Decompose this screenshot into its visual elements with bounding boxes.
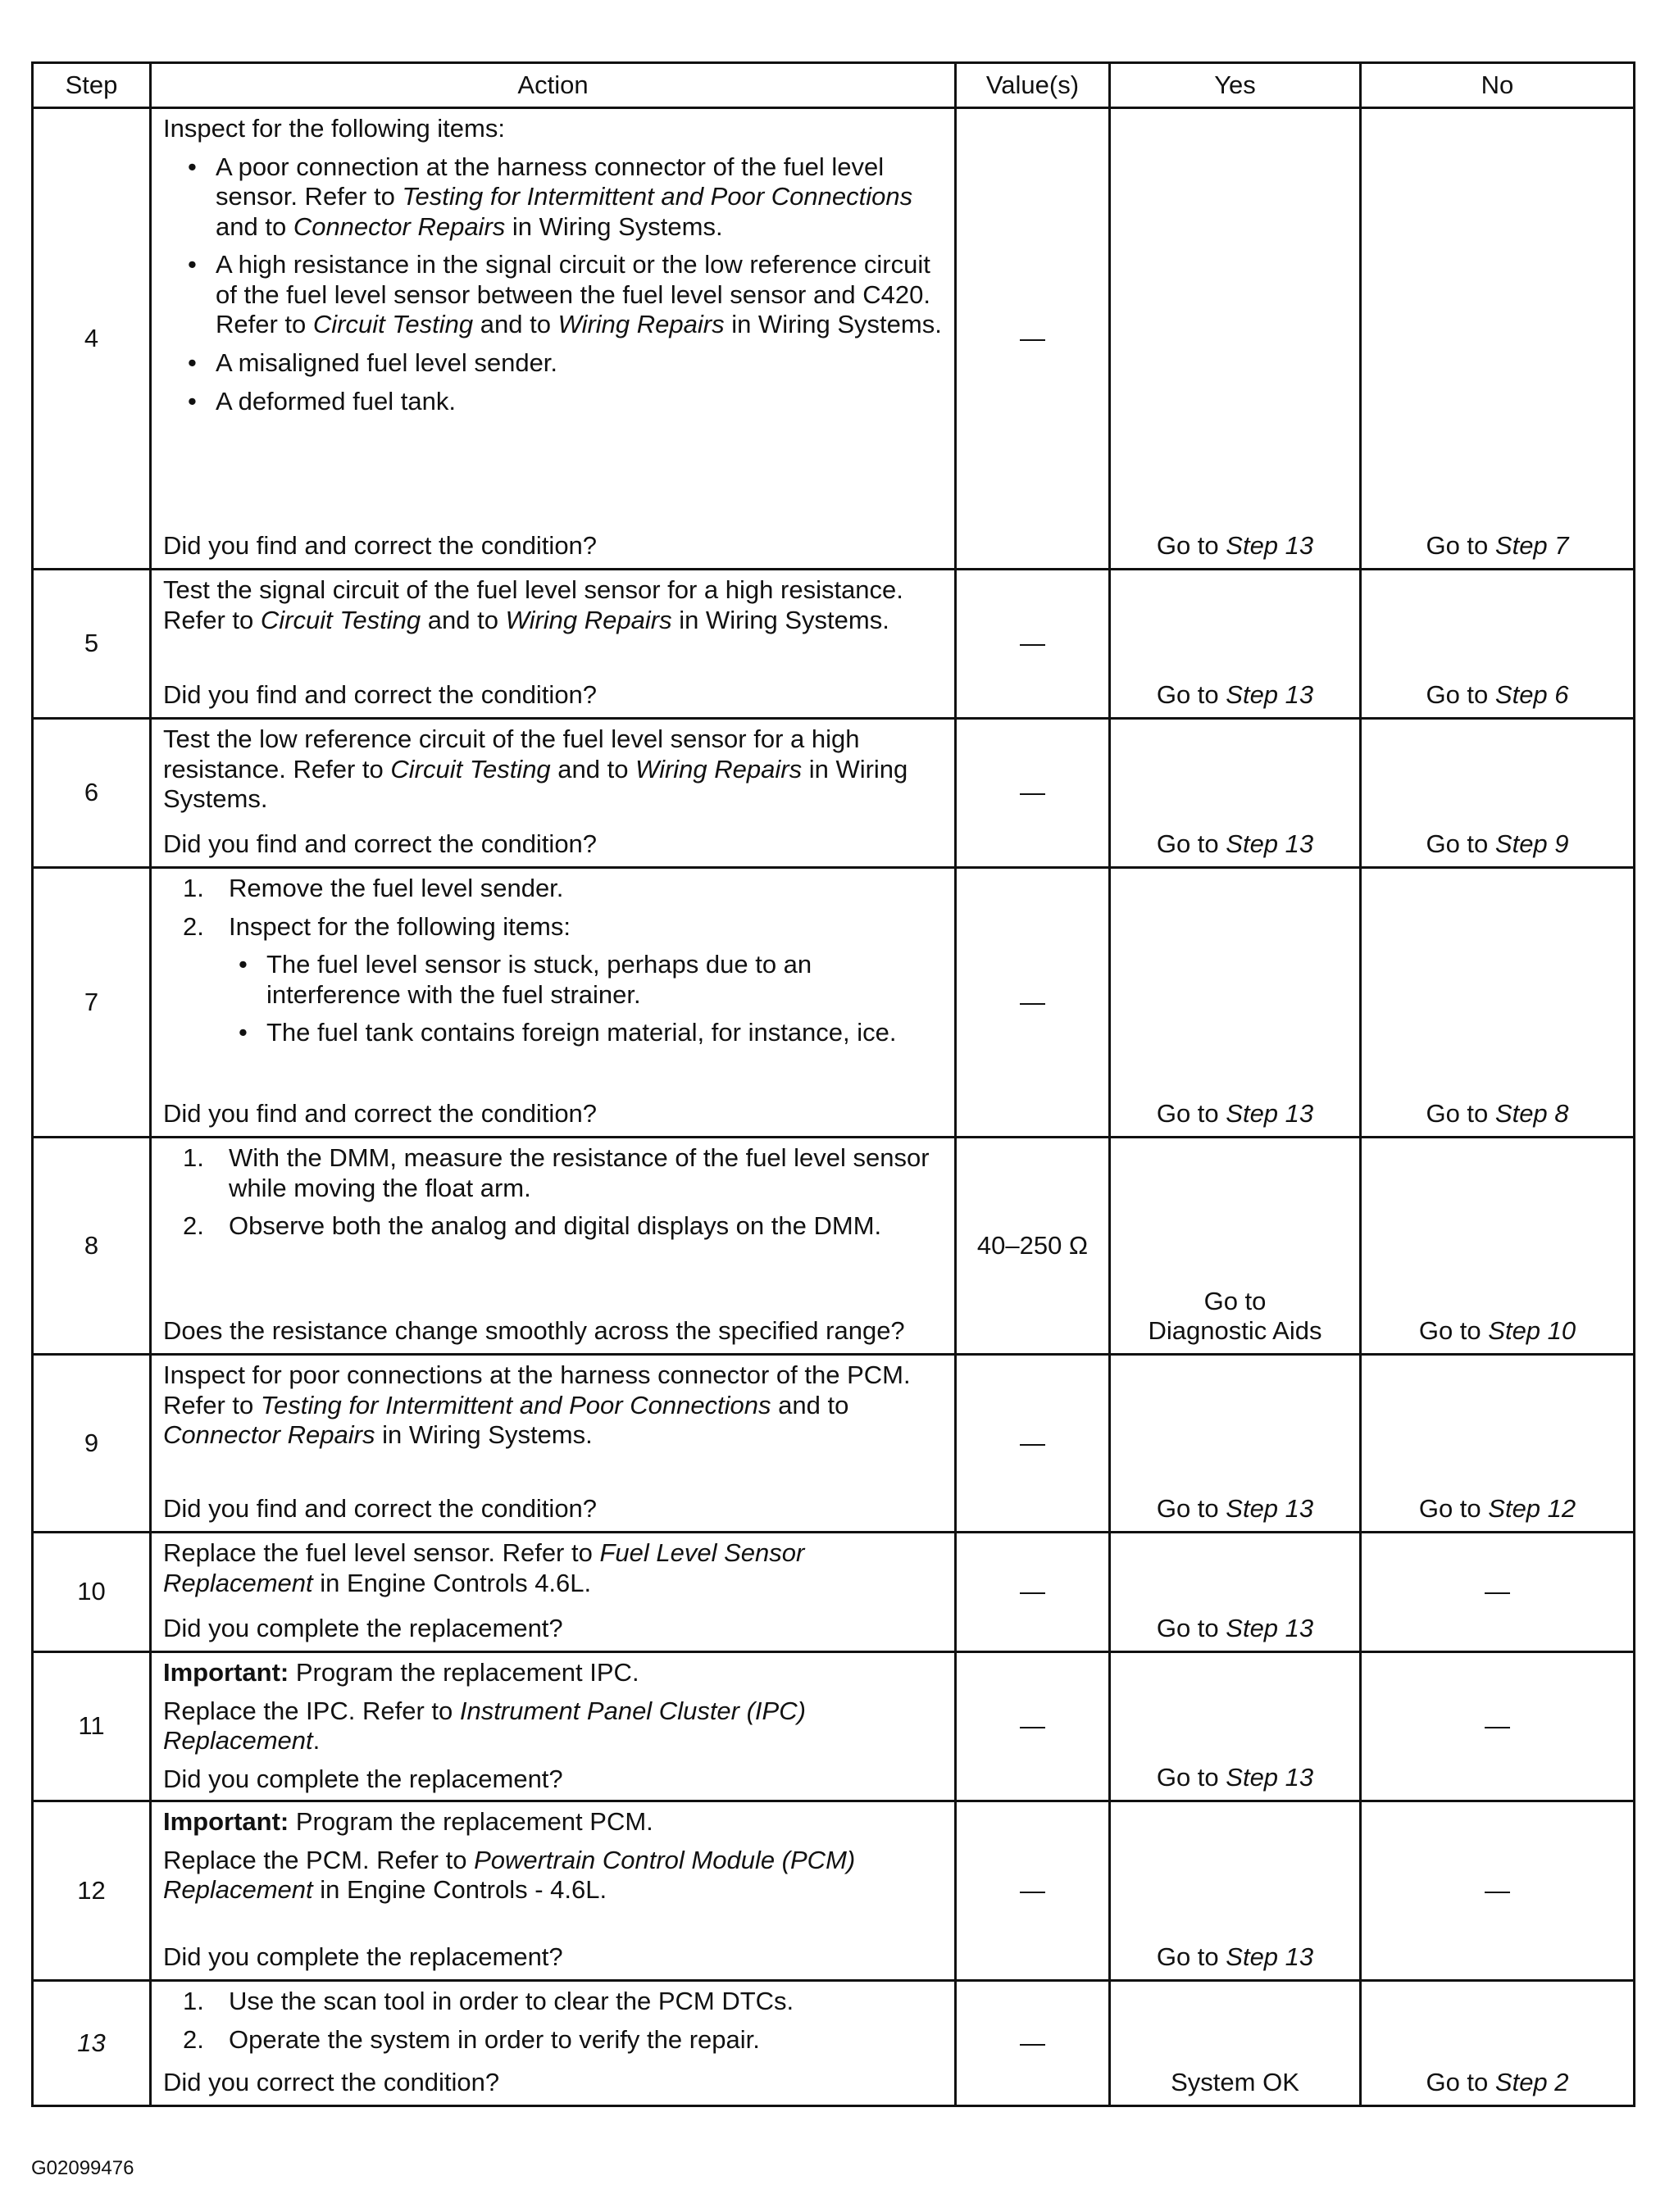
important-note: Important: Program the replacement IPC.	[163, 1658, 639, 1687]
header-step: Step	[33, 63, 151, 108]
action-question: Did you find and correct the condition?	[163, 1494, 598, 1524]
step-number: 11	[33, 1652, 151, 1801]
numbered-item: 1. With the DMM, measure the resistance of the fuel level sensor while moving the float arm.	[183, 1143, 930, 1202]
value-cell: —	[956, 1801, 1110, 1981]
action-text: Test the signal circuit of the fuel level sensor for a high resistance. Refer to Circuit Testing and to Wiring Repairs in Wiring Systems.	[163, 575, 903, 634]
action-cell	[151, 570, 956, 719]
action-cell	[151, 1533, 956, 1652]
sub-bullet-item: • The fuel tank contains foreign material, for instance, ice.	[163, 1018, 943, 1048]
action-question: Did you complete the replacement?	[163, 1764, 563, 1793]
value-cell: —	[956, 1652, 1110, 1801]
yes-cell: Go to Step 13	[1110, 719, 1361, 868]
table-row	[33, 1533, 1635, 1652]
yes-cell: Go to Step 13	[1110, 1652, 1361, 1801]
header-action: Action	[151, 63, 956, 108]
step-number: 13	[33, 1981, 151, 2106]
no-cell: Go to Step 7	[1361, 108, 1635, 570]
action-cell	[151, 1138, 956, 1355]
value-cell: —	[956, 1355, 1110, 1533]
table-row	[33, 1801, 1635, 1981]
bullet-item: • A misaligned fuel level sender.	[163, 348, 943, 379]
header-yes: Yes	[1110, 63, 1361, 108]
yes-cell: Go to Step 13	[1110, 868, 1361, 1138]
value-cell: —	[956, 719, 1110, 868]
numbered-item: 2. Inspect for the following items:	[183, 911, 571, 941]
value-cell: 40–250 Ω	[956, 1138, 1110, 1355]
bullet-item: • A deformed fuel tank.	[163, 387, 943, 417]
action-question: Did you complete the replacement?	[163, 1614, 563, 1643]
action-cell	[151, 1801, 956, 1981]
header-no: No	[1361, 63, 1635, 108]
step-number: 7	[33, 868, 151, 1138]
header-row	[33, 63, 1635, 108]
action-cell	[151, 868, 956, 1138]
action-question: Does the resistance change smoothly across the specified range?	[163, 1316, 905, 1346]
important-note: Important: Program the replacement PCM.	[163, 1807, 653, 1836]
no-cell: —	[1361, 1533, 1635, 1652]
action-question: Did you find and correct the condition?	[163, 531, 598, 561]
no-cell: Go to Step 2	[1361, 1981, 1635, 2106]
numbered-item: 1. Remove the fuel level sender.	[183, 874, 564, 902]
sub-bullet-item: • The fuel level sensor is stuck, perhaps due to an interference with the fuel strainer.	[163, 950, 943, 1010]
step-number: 4	[33, 108, 151, 570]
step-number: 8	[33, 1138, 151, 1355]
action-text: Test the low reference circuit of the fuel level sensor for a high resistance. Refer to Circuit Testing and to Wiring Repairs in Wiring Systems.	[163, 724, 908, 814]
value-cell: —	[956, 1981, 1110, 2106]
no-cell: Go to Step 12	[1361, 1355, 1635, 1533]
bullet-item: • A high resistance in the signal circuit or the low reference circuit of the fuel level sensor between the fuel level sensor and C420. Refer to Circuit Testing and to Wiring Repairs in Wiring Systems.	[163, 250, 943, 340]
action-text: Replace the fuel level sensor. Refer to Fuel Level Sensor Replacement in Engine Controls 4.6L.	[163, 1538, 805, 1597]
action-text: Replace the PCM. Refer to Powertrain Control Module (PCM) Replacement in Engine Controls - 4.6L.	[163, 1845, 856, 1905]
numbered-item: 2. Operate the system in order to verify the repair.	[183, 2024, 760, 2054]
value-cell: —	[956, 108, 1110, 570]
no-cell: —	[1361, 1652, 1635, 1801]
step-number: 5	[33, 570, 151, 719]
no-cell: Go to Step 8	[1361, 868, 1635, 1138]
diagnostic-table	[31, 61, 1635, 2107]
action-text: Inspect for poor connections at the harness connector of the PCM. Refer to Testing for Intermittent and Poor Connections and to Connector Repairs in Wiring Systems.	[163, 1360, 911, 1450]
table-row	[33, 1355, 1635, 1533]
action-cell	[151, 719, 956, 868]
numbered-item: 1. Use the scan tool in order to clear the PCM DTCs.	[183, 1987, 794, 2015]
action-intro: Inspect for the following items:	[163, 114, 505, 143]
step-number: 10	[33, 1533, 151, 1652]
yes-cell: Go to Step 13	[1110, 1355, 1361, 1533]
action-question: Did you complete the replacement?	[163, 1942, 563, 1972]
table-row	[33, 1652, 1635, 1801]
table-row	[33, 108, 1635, 570]
action-question: Did you correct the condition?	[163, 2068, 500, 2097]
action-question: Did you find and correct the condition?	[163, 1099, 598, 1129]
value-cell: —	[956, 1533, 1110, 1652]
table-row	[33, 868, 1635, 1138]
yes-cell: Go to Diagnostic Aids	[1110, 1138, 1361, 1355]
no-cell: —	[1361, 1801, 1635, 1981]
table-row	[33, 570, 1635, 719]
no-cell: Go to Step 6	[1361, 570, 1635, 719]
table-row	[33, 1138, 1635, 1355]
yes-cell: Go to Step 13	[1110, 570, 1361, 719]
no-cell: Go to Step 10	[1361, 1138, 1635, 1355]
yes-cell: System OK	[1110, 1981, 1361, 2106]
action-question: Did you find and correct the condition?	[163, 680, 598, 710]
value-cell: —	[956, 868, 1110, 1138]
action-cell	[151, 1652, 956, 1801]
header-values: Value(s)	[956, 63, 1110, 108]
step-number: 9	[33, 1355, 151, 1533]
yes-cell: Go to Step 13	[1110, 1801, 1361, 1981]
bullet-item: • A poor connection at the harness connector of the fuel level sensor. Refer to Testing for Intermittent and Poor Connections and to Connector Repairs in Wiring Systems.	[163, 152, 943, 243]
action-cell	[151, 1355, 956, 1533]
table-row	[33, 1981, 1635, 2106]
step-number: 6	[33, 719, 151, 868]
table-row	[33, 719, 1635, 868]
yes-cell: Go to Step 13	[1110, 1533, 1361, 1652]
no-cell: Go to Step 9	[1361, 719, 1635, 868]
action-cell	[151, 1981, 956, 2106]
action-text: Replace the IPC. Refer to Instrument Panel Cluster (IPC) Replacement.	[163, 1696, 806, 1756]
numbered-item: 2. Observe both the analog and digital displays on the DMM.	[183, 1211, 882, 1241]
action-cell	[151, 108, 956, 570]
yes-cell: Go to Step 13	[1110, 108, 1361, 570]
action-question: Did you find and correct the condition?	[163, 829, 598, 859]
value-cell: —	[956, 570, 1110, 719]
figure-code: G02099476	[31, 2157, 134, 2179]
step-number: 12	[33, 1801, 151, 1981]
